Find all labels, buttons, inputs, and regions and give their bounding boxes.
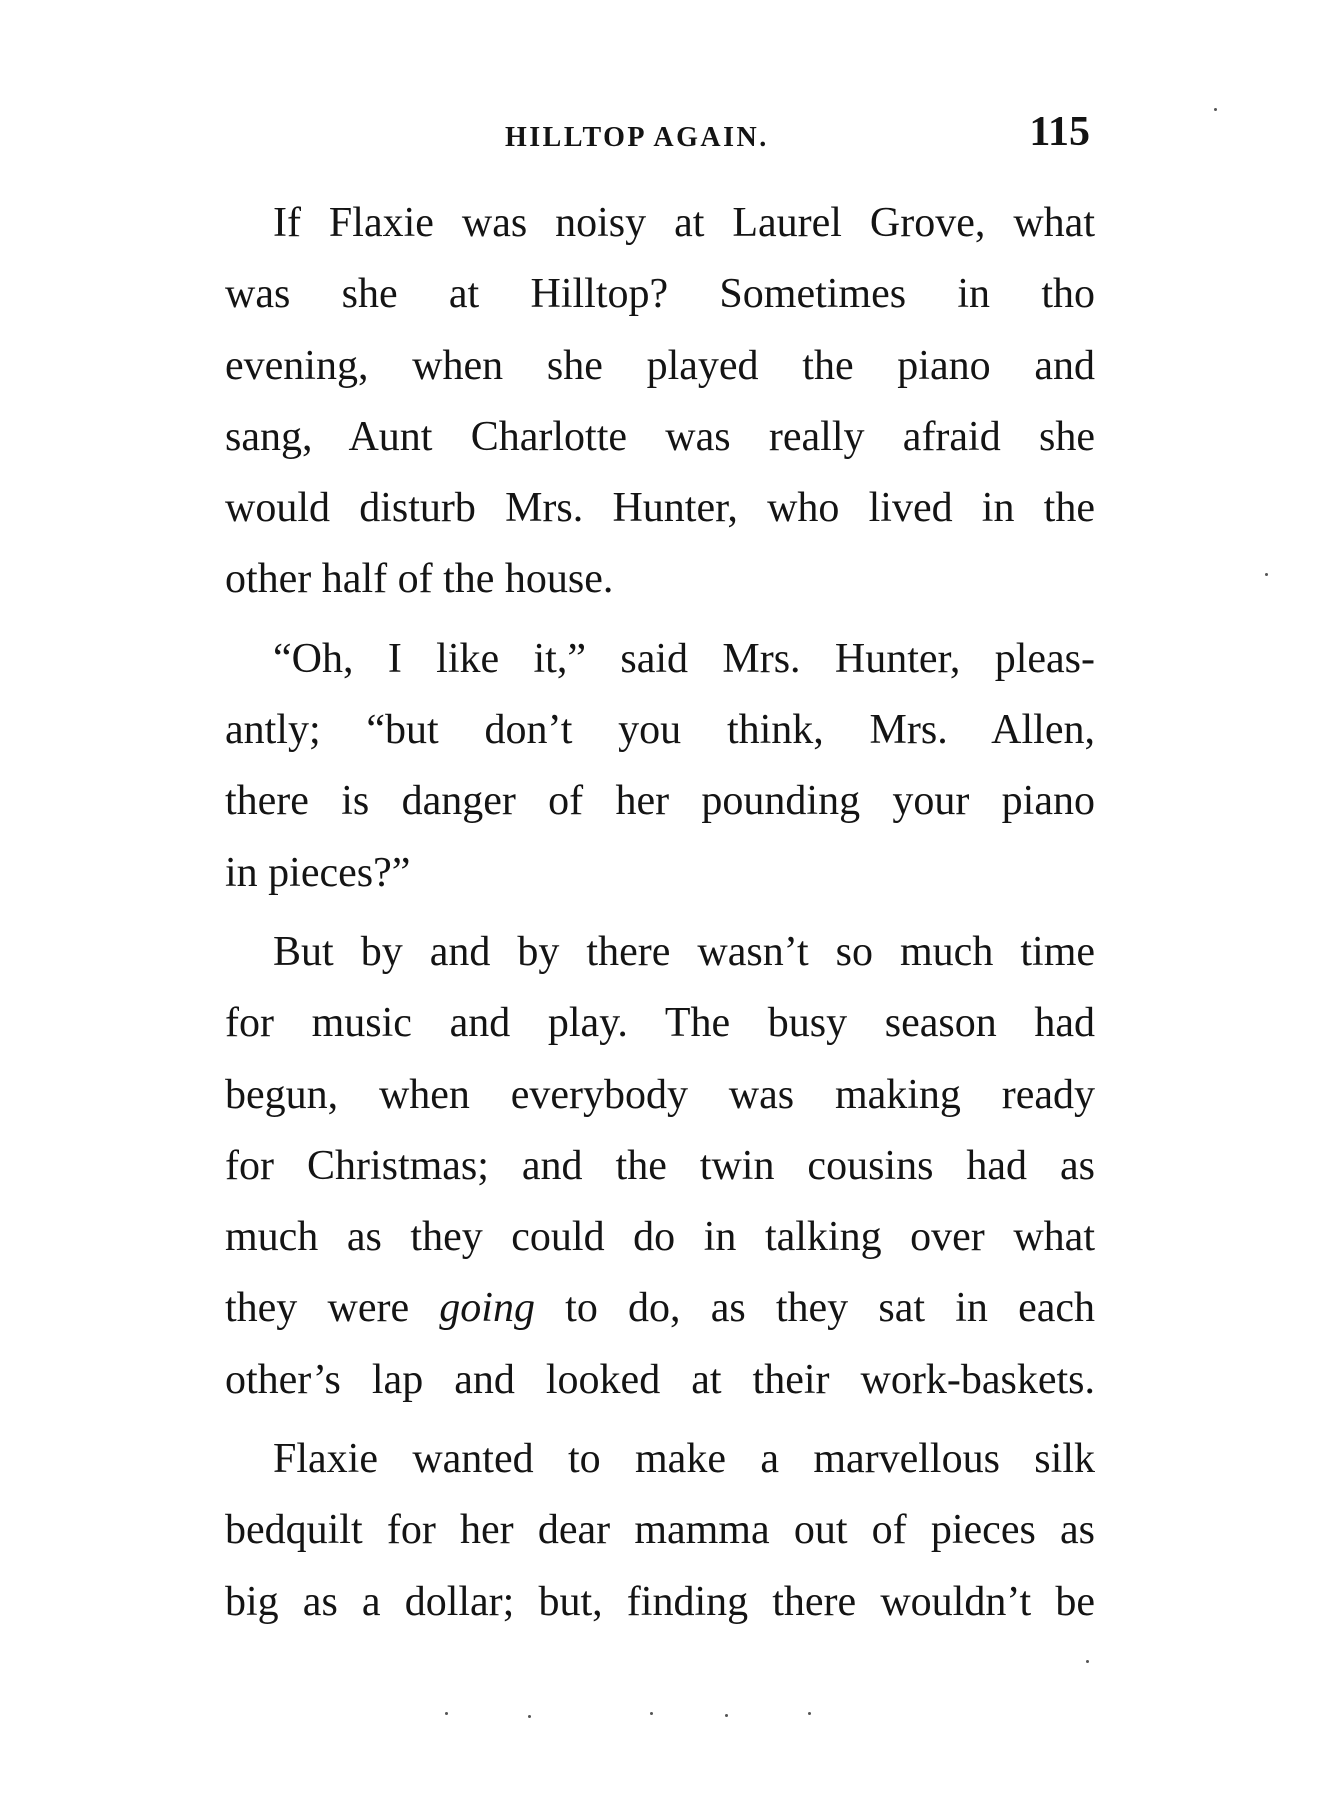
running-head <box>225 108 1095 168</box>
scan-speck <box>445 1712 448 1715</box>
text-line: evening, when she played the piano and <box>225 342 1095 389</box>
text-line: in pieces?” <box>225 849 411 896</box>
text-segment: to do, as they sat in each <box>565 1285 1095 1332</box>
text-line: would disturb Mrs. Hunter, who lived in the <box>225 485 1095 532</box>
page-number: 115 <box>1029 109 1090 155</box>
scan-speck <box>528 1715 531 1718</box>
text-line: big as a dollar; but, finding there wouldn’t be <box>225 1578 1095 1625</box>
text-line: “Oh, I like it,” said Mrs. Hunter, pleas- <box>273 635 1095 682</box>
text-line: other half of the house. <box>225 556 614 603</box>
text-line: was she at Hilltop? Sometimes in tho <box>225 271 1095 318</box>
emphasized-word: going <box>439 1285 535 1332</box>
text-line: bedquilt for her dear mamma out of pieces as <box>225 1507 1095 1554</box>
text-line: for music and play. The busy season had <box>225 1000 1095 1047</box>
text-line: antly; “but don’t you think, Mrs. Allen, <box>225 707 1095 754</box>
text-line: for Christmas; and the twin cousins had as <box>225 1142 1095 1189</box>
text-line: much as they could do in talking over what <box>225 1214 1095 1261</box>
scan-speck <box>650 1712 653 1715</box>
text-line: begun, when everybody was making ready <box>225 1071 1095 1118</box>
scan-speck <box>725 1714 728 1717</box>
text-line: If Flaxie was noisy at Laurel Grove, what <box>273 200 1095 246</box>
scan-speck <box>1265 573 1268 576</box>
text-line: there is danger of her pounding your piano <box>225 778 1095 825</box>
scan-speck <box>1086 1660 1089 1663</box>
scan-speck <box>1214 108 1217 111</box>
text-line: But by and by there wasn’t so much time <box>273 928 1095 975</box>
text-line: sang, Aunt Charlotte was really afraid she <box>225 413 1095 460</box>
body-text <box>225 188 1095 1638</box>
text-segment: they were <box>225 1285 410 1332</box>
scan-speck <box>808 1712 811 1715</box>
text-line: Flaxie wanted to make a marvellous silk <box>273 1436 1095 1483</box>
text-line-with-emphasis <box>225 1273 1095 1344</box>
running-title: HILLTOP AGAIN. <box>505 122 769 153</box>
text-line: other’s lap and looked at their work-baskets. <box>225 1356 1095 1403</box>
